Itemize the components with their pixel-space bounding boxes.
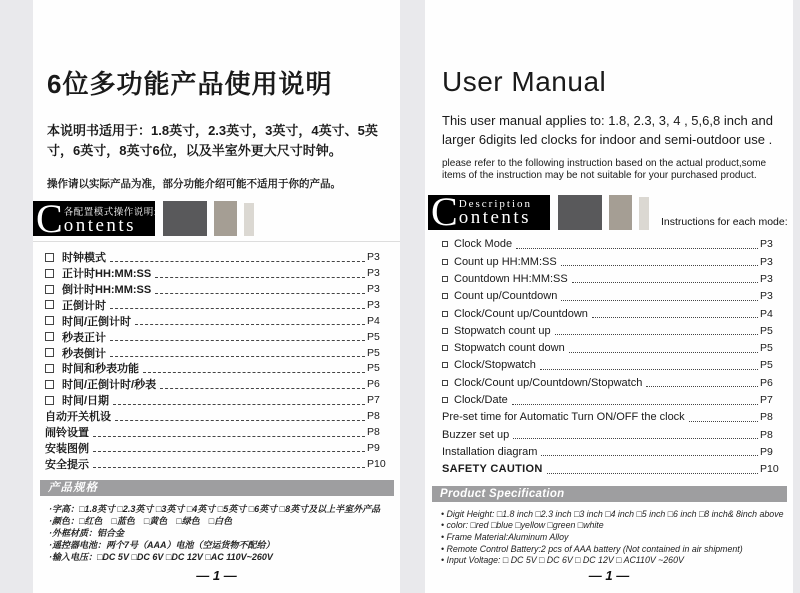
checkbox-icon xyxy=(442,276,448,282)
toc-page-number: P3 xyxy=(367,283,380,295)
intro-paragraph-en: This user manual applies to: 1.8, 2.3, 3, 4 , 5,6,8 inch and larger 6digits led clocks for indoor and semi-outdoor use . xyxy=(442,113,773,147)
dotted-leader xyxy=(93,459,365,468)
toc-label: Clock Mode xyxy=(454,238,513,251)
dotted-leader xyxy=(540,361,758,370)
toc-row xyxy=(45,345,387,361)
toc-label: 时间/正倒计时 xyxy=(62,315,132,328)
dotted-leader xyxy=(160,380,365,389)
logo-bottom-text: ontents xyxy=(63,214,137,236)
toc-page-number: P4 xyxy=(367,314,380,327)
toc-row xyxy=(442,270,780,287)
toc-row xyxy=(442,357,780,374)
toc-row xyxy=(442,322,780,339)
checkbox-icon xyxy=(442,259,448,265)
toc-label: 秒表倒计 xyxy=(62,347,106,360)
manual-page-chinese xyxy=(33,0,400,593)
toc-row xyxy=(442,236,780,253)
toc-page-number: P3 xyxy=(760,238,773,251)
spec-line: ·颜色：□红色 □蓝色 □黄色 □绿色 □白色 xyxy=(49,515,233,526)
checkbox-icon xyxy=(45,332,54,341)
toc-label: Installation diagram xyxy=(442,445,538,458)
logo-top-text: Description xyxy=(458,198,533,211)
toc-label: Clock/Stopwatch xyxy=(454,359,536,372)
toc-label: SAFETY CAUTION xyxy=(442,463,543,476)
toc-label: Clock/Count up/Countdown/Stopwatch xyxy=(454,376,643,389)
toc-label: 倒计时HH:MM:SS xyxy=(62,284,152,297)
toc-page-number: P3 xyxy=(760,255,773,268)
contents-logo xyxy=(428,189,550,235)
toc-row xyxy=(45,313,387,329)
dotted-leader xyxy=(110,348,365,357)
toc-page-number: P5 xyxy=(760,359,773,372)
dotted-leader xyxy=(592,309,758,318)
note-paragraph-cn: 操作请以实际产品为准，部分功能介绍可能不适用于你的产品。 xyxy=(47,178,341,191)
page-title-cn: 6位多功能产品使用说明 xyxy=(47,69,333,99)
spec-line: ·字高：□1.8英寸 □2.3英寸 □3英寸 □4英寸 □5英寸 □6英寸 □8英寸及以上半室外产品 xyxy=(49,503,381,514)
spec-line: • Digit Height: □1.8 inch □2.3 inch □3 inch □4 inch □5 inch □6 inch □8 inch& 8inch above xyxy=(441,508,784,519)
checkbox-icon xyxy=(442,345,448,351)
toc-label: Stopwatch count down xyxy=(454,342,565,355)
toc-row xyxy=(442,339,780,356)
spec-section-header-cn: 产品规格 xyxy=(40,480,394,496)
dotted-leader xyxy=(93,443,365,452)
checkbox-icon xyxy=(442,241,448,247)
toc-row xyxy=(442,426,780,443)
toc-label: 秒表正计 xyxy=(62,331,106,344)
toc-label: 正倒计时 xyxy=(62,299,106,312)
toc-page-number: P5 xyxy=(367,330,380,343)
toc-row xyxy=(45,265,387,281)
toc-row xyxy=(442,305,780,322)
toc-page-number: P6 xyxy=(367,378,380,391)
dotted-leader xyxy=(541,447,758,456)
toc-page-number: P3 xyxy=(760,290,773,303)
checkbox-icon xyxy=(442,328,448,334)
accent-square-dark-icon xyxy=(163,201,207,236)
note-paragraph-en: please refer to the following instruction based on the actual product,some items of the instruction may be not suitable for your purchased product. xyxy=(442,157,767,182)
toc-page-number: P5 xyxy=(760,324,773,337)
dotted-leader xyxy=(646,378,758,387)
checkbox-icon xyxy=(45,316,54,325)
toc-page-number: P8 xyxy=(760,428,773,441)
toc-label: 安装图例 xyxy=(45,442,89,455)
toc-page-number: P8 xyxy=(367,426,380,439)
toc-page-number: P6 xyxy=(760,376,773,389)
checkbox-icon xyxy=(442,380,448,386)
contents-header-cn xyxy=(33,195,400,241)
toc-page-number: P5 xyxy=(367,362,380,375)
accent-square-light-icon xyxy=(244,203,254,236)
toc-row xyxy=(442,391,780,408)
toc-page-number: P3 xyxy=(760,272,773,285)
toc-page-number: P8 xyxy=(367,410,380,423)
table-of-contents-cn xyxy=(45,249,387,471)
toc-label: Count up HH:MM:SS xyxy=(454,255,557,268)
logo-top-text: 各配置模式操作说明: xyxy=(63,206,157,218)
page-title-en: User Manual xyxy=(442,66,607,97)
page-number: — 1 — xyxy=(196,568,237,583)
spec-line: ·外框材质：铝合金 xyxy=(49,527,124,538)
toc-row xyxy=(45,329,387,345)
spec-line: • Input Voltage: □ DC 5V □ DC 6V □ DC 12V □ AC110V ~260V xyxy=(441,555,684,566)
dotted-leader xyxy=(547,465,758,474)
table-of-contents-en xyxy=(442,236,780,478)
dotted-leader xyxy=(689,413,758,422)
toc-row xyxy=(45,281,387,297)
toc-label: Pre-set time for Automatic Turn ON/OFF the clock xyxy=(442,411,685,424)
toc-label: 时间和秒表功能 xyxy=(62,363,139,376)
toc-label: 时间/正倒计时/秒表 xyxy=(62,379,157,392)
toc-page-number: P5 xyxy=(760,342,773,355)
toc-page-number: P3 xyxy=(367,267,380,280)
spec-line: • Remote Control Battery:2 pcs of AAA battery (Not contained in air shipment) xyxy=(441,543,743,554)
toc-label: 正计时HH:MM:SS xyxy=(62,268,152,281)
toc-label: Stopwatch count up xyxy=(454,324,551,337)
spec-lines-en xyxy=(441,509,785,567)
toc-label: Clock/Count up/Countdown xyxy=(454,307,588,320)
accent-square-medium-icon xyxy=(609,195,632,230)
checkbox-icon xyxy=(442,311,448,317)
manual-page-english xyxy=(425,0,793,593)
spec-section-header-en: Product Specification xyxy=(432,486,787,502)
checkbox-icon xyxy=(442,293,448,299)
toc-label: 时间/日期 xyxy=(62,395,110,408)
checkbox-icon xyxy=(45,380,54,389)
toc-label: 时钟模式 xyxy=(62,252,106,265)
spec-line: • Frame Material:Aluminum Alloy xyxy=(441,532,569,543)
toc-row xyxy=(45,361,387,377)
checkbox-icon xyxy=(45,300,54,309)
toc-row xyxy=(442,253,780,270)
checkbox-icon xyxy=(442,362,448,368)
checkbox-icon xyxy=(45,253,54,262)
toc-page-number: P8 xyxy=(760,411,773,424)
contents-header-en xyxy=(428,189,793,235)
checkbox-icon xyxy=(45,269,54,278)
toc-row xyxy=(45,376,387,392)
logo-letter-c: C xyxy=(36,195,63,241)
toc-row xyxy=(442,409,780,426)
toc-label: Count up/Countdown xyxy=(454,290,558,303)
logo-bottom-text: ontents xyxy=(458,207,532,229)
dotted-leader xyxy=(561,257,758,266)
page-number: — 1 — xyxy=(588,568,630,583)
spec-lines-cn xyxy=(49,503,392,563)
dotted-leader xyxy=(143,364,365,373)
checkbox-icon xyxy=(45,348,54,357)
toc-row xyxy=(442,374,780,391)
contents-logo xyxy=(33,195,157,241)
toc-row xyxy=(442,461,780,478)
toc-row xyxy=(45,456,387,472)
toc-row xyxy=(442,288,780,305)
dotted-leader xyxy=(115,412,365,421)
checkbox-icon xyxy=(45,364,54,373)
toc-label: 安全提示 xyxy=(45,458,89,471)
logo-letter-c: C xyxy=(431,189,458,235)
dotted-leader xyxy=(110,300,365,309)
dotted-leader xyxy=(512,396,758,405)
spec-line: ·遥控器电池：两个7号（AAA）电池（空运货物不配给） xyxy=(49,539,275,550)
toc-row xyxy=(45,440,387,456)
toc-page-number: P5 xyxy=(367,346,380,359)
instructions-label: Instructions for each mode: xyxy=(661,215,788,228)
dotted-leader xyxy=(155,269,365,278)
spec-line: • color: □red □blue □yellow □green □white xyxy=(441,520,604,531)
toc-row xyxy=(45,392,387,408)
dotted-leader xyxy=(155,285,365,294)
dotted-leader xyxy=(572,274,758,283)
dotted-leader xyxy=(110,332,365,341)
toc-row xyxy=(45,424,387,440)
toc-row xyxy=(45,408,387,424)
toc-label: 闹铃设置 xyxy=(45,427,89,440)
header-divider xyxy=(33,241,400,242)
dotted-leader xyxy=(569,344,758,353)
toc-row xyxy=(45,297,387,313)
toc-page-number: P7 xyxy=(760,394,773,406)
toc-page-number: P10 xyxy=(367,457,386,470)
toc-label: Buzzer set up xyxy=(442,428,510,441)
toc-row xyxy=(442,443,780,460)
dotted-leader xyxy=(513,430,758,439)
spec-line: ·输入电压：□DC 5V □DC 6V □DC 12V □AC 110V~260V xyxy=(49,551,273,562)
toc-page-number: P4 xyxy=(760,307,773,320)
toc-label: Countdown HH:MM:SS xyxy=(454,272,568,285)
dotted-leader xyxy=(135,316,365,325)
dotted-leader xyxy=(516,240,758,249)
checkbox-icon xyxy=(45,396,54,405)
dotted-leader xyxy=(555,326,758,335)
accent-square-dark-icon xyxy=(558,195,602,230)
accent-square-medium-icon xyxy=(214,201,237,236)
dotted-leader xyxy=(561,292,758,301)
accent-square-light-icon xyxy=(639,197,649,230)
checkbox-icon xyxy=(45,285,54,294)
toc-label: Clock/Date xyxy=(454,394,508,406)
toc-row xyxy=(45,249,387,265)
toc-label: 自动开关机设 xyxy=(45,411,111,424)
toc-page-number: P3 xyxy=(367,298,380,311)
toc-page-number: P10 xyxy=(760,463,779,476)
toc-page-number: P9 xyxy=(367,441,380,454)
dotted-leader xyxy=(93,428,365,437)
toc-page-number: P9 xyxy=(760,445,773,458)
toc-page-number: P7 xyxy=(367,394,380,407)
checkbox-icon xyxy=(442,397,448,403)
dotted-leader xyxy=(113,396,365,405)
toc-page-number: P3 xyxy=(367,251,380,264)
dotted-leader xyxy=(110,253,365,262)
intro-paragraph-cn: 本说明书适用于：1.8英寸，2.3英寸，3英寸，4英寸、5英寸，6英寸，8英寸6位，以及半室外更大尺寸时钟。 xyxy=(47,123,378,159)
